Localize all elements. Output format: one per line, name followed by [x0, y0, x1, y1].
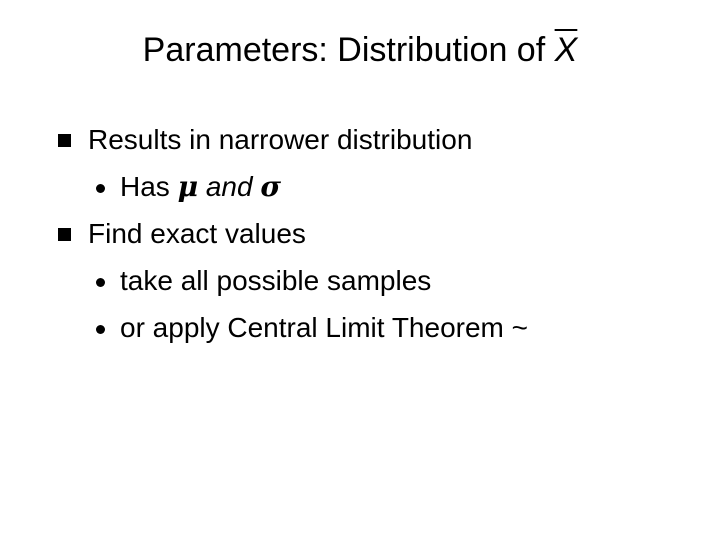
bullet-item — [58, 116, 698, 163]
sub-bullet-item — [58, 257, 698, 304]
sub-bullet-prefix: Has — [120, 171, 170, 202]
slide-title — [0, 28, 720, 72]
bullet-item — [58, 210, 698, 257]
round-bullet-icon — [96, 184, 105, 193]
mu-symbol: μ — [177, 170, 199, 203]
sigma-symbol: σ — [260, 170, 282, 203]
sub-bullet-text: or apply Central Limit Theorem ~ — [120, 312, 528, 343]
bullet-text: Results in narrower distribution — [88, 124, 473, 155]
title-text: Parameters: Distribution of — [142, 31, 546, 69]
sub-bullet-item — [58, 304, 698, 351]
sub-bullet-text: take all possible samples — [120, 265, 432, 296]
round-bullet-icon — [96, 278, 105, 287]
round-bullet-icon — [96, 325, 105, 334]
square-bullet-icon — [58, 228, 71, 241]
title-variable-xbar: $\overline{X}$ — [554, 31, 578, 69]
square-bullet-icon — [58, 134, 71, 147]
bullet-list — [58, 116, 698, 351]
connector-text: and — [205, 171, 253, 202]
bullet-text: Find exact values — [88, 218, 306, 249]
sub-bullet-item — [58, 163, 698, 210]
